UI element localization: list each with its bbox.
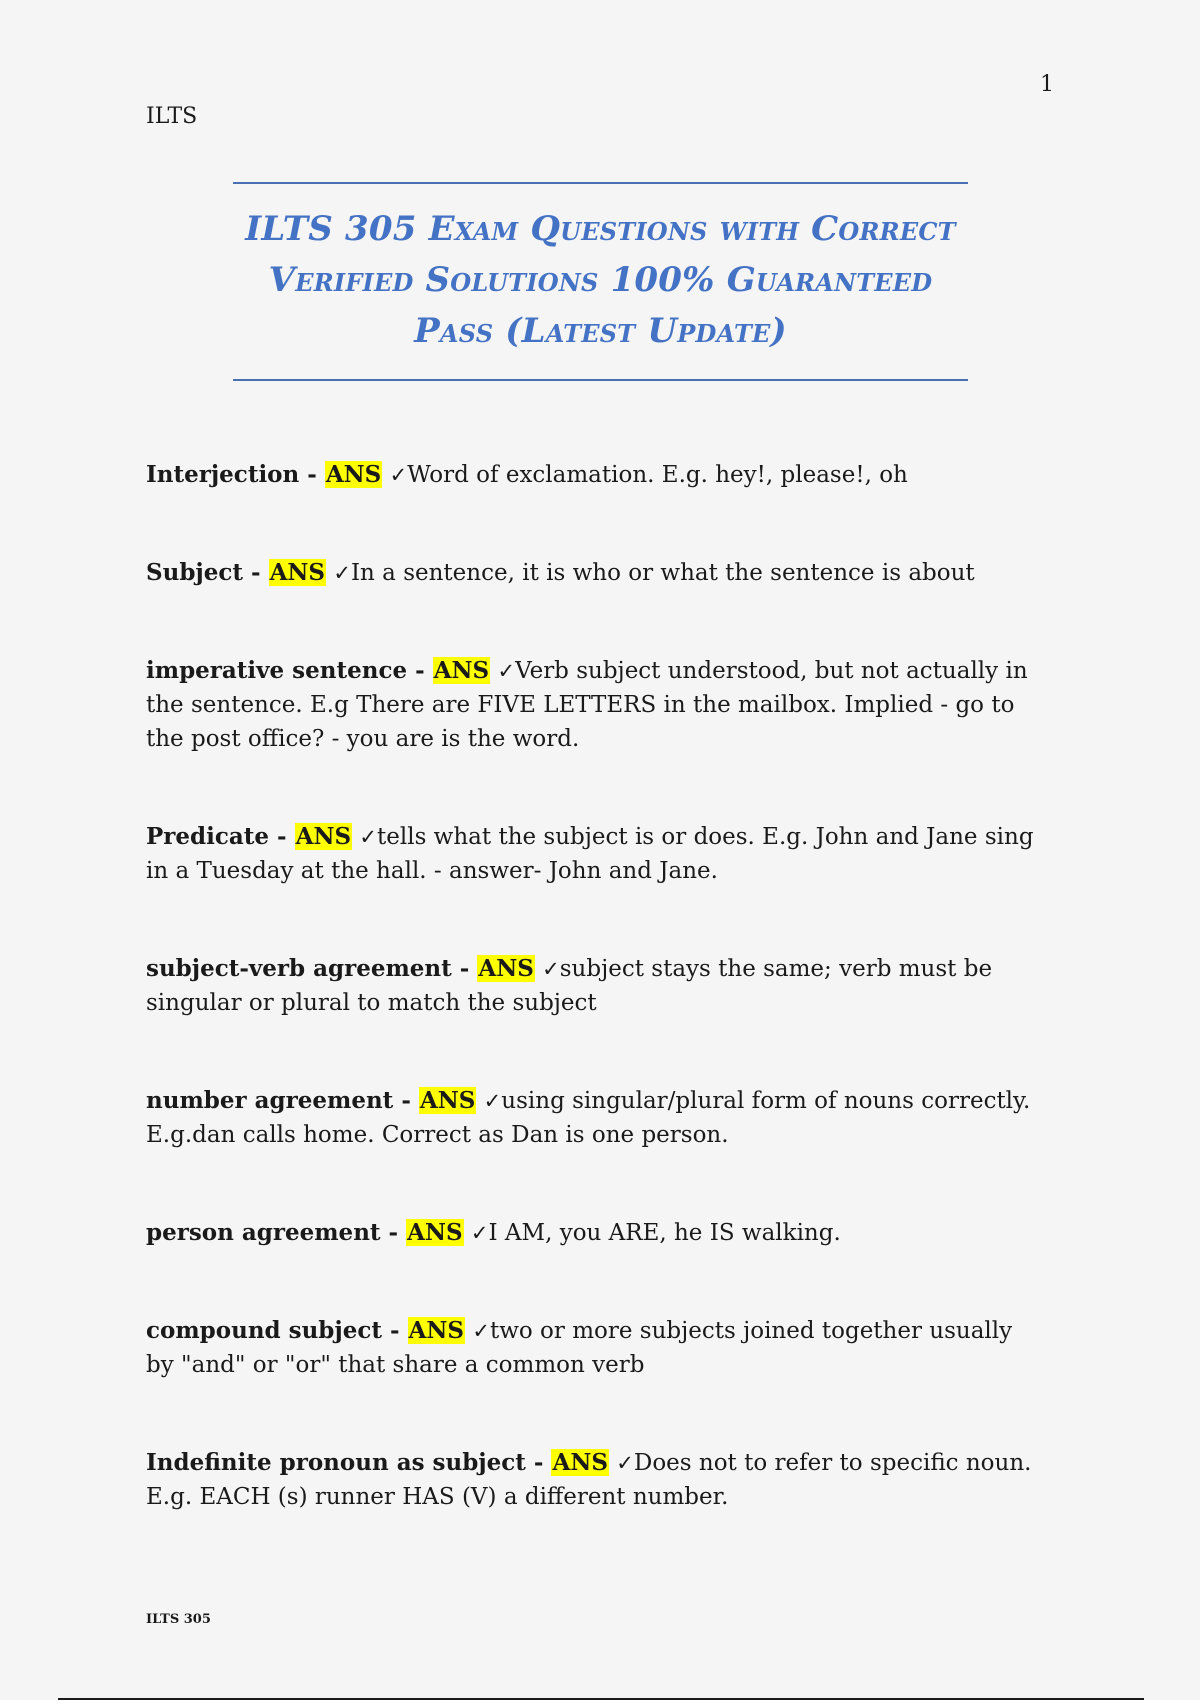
entry-term: Interjection - xyxy=(146,461,325,488)
entry-term: Subject - xyxy=(146,559,269,586)
qa-entry xyxy=(146,952,1046,1020)
check-icon: ✓ xyxy=(542,957,560,981)
document-title xyxy=(233,182,968,381)
entry-definition: I AM, you ARE, he IS walking. xyxy=(488,1220,841,1246)
ans-label: ANS xyxy=(478,955,534,982)
entry-definition: subject stays the same; verb must be singular or plural to match the subject xyxy=(146,956,993,1016)
ans-label: ANS xyxy=(269,559,326,586)
ans-label: ANS xyxy=(325,461,382,488)
qa-entry xyxy=(146,1446,1046,1514)
page-header: ILTS xyxy=(146,104,198,129)
entry-term: number agreement - xyxy=(146,1087,419,1114)
check-icon: ✓ xyxy=(333,561,351,585)
page-footer: ILTS 305 xyxy=(146,1612,211,1627)
qa-entry xyxy=(146,556,1046,590)
ans-label: ANS xyxy=(407,1219,463,1246)
title-line-2: Verified Solutions 100% Guaranteed xyxy=(268,260,933,300)
entry-definition: Does not to refer to specific noun. E.g. EACH (s) runner HAS (V) a different number. xyxy=(146,1450,1032,1510)
qa-entry xyxy=(146,458,1046,492)
ans-label: ANS xyxy=(419,1087,476,1114)
entry-term: person agreement - xyxy=(146,1219,407,1246)
entry-term: Indefinite pronoun as subject - xyxy=(146,1449,552,1476)
entry-term: subject-verb agreement - xyxy=(146,955,478,982)
title-line-3: Pass (Latest Update) xyxy=(414,311,787,351)
check-icon: ✓ xyxy=(359,825,377,849)
entry-definition: using singular/plural form of nouns correctly. E.g.dan calls home. Correct as Dan is one person. xyxy=(146,1088,1031,1148)
qa-entry xyxy=(146,820,1046,888)
qa-entry xyxy=(146,654,1046,756)
check-icon: ✓ xyxy=(497,659,516,683)
entry-definition: Verb subject understood, but not actually in the sentence. E.g There are FIVE LETTERS in the mailbox. Implied - go to the post office? - you are is the word. xyxy=(146,658,1028,752)
page-number: 1 xyxy=(1040,72,1054,97)
entry-term: imperative sentence - xyxy=(146,657,433,684)
ans-label: ANS xyxy=(295,823,352,850)
qa-entry xyxy=(146,1084,1046,1152)
check-icon: ✓ xyxy=(483,1089,502,1113)
entry-definition: tells what the subject is or does. E.g. John and Jane sing in a Tuesday at the hall. - answer- John and Jane. xyxy=(146,824,1034,884)
entry-definition: Word of exclamation. E.g. hey!, please!, oh xyxy=(407,462,908,488)
entry-term: compound subject - xyxy=(146,1317,408,1344)
ans-label: ANS xyxy=(433,657,490,684)
ans-label: ANS xyxy=(408,1317,465,1344)
check-icon: ✓ xyxy=(616,1451,634,1475)
check-icon: ✓ xyxy=(470,1221,489,1245)
ans-label: ANS xyxy=(552,1449,608,1476)
check-icon: ✓ xyxy=(389,463,408,487)
check-icon: ✓ xyxy=(472,1319,490,1343)
qa-entry xyxy=(146,1314,1046,1382)
entry-term: Predicate - xyxy=(146,823,295,850)
qa-entry xyxy=(146,1216,1046,1250)
entry-definition: In a sentence, it is who or what the sentence is about xyxy=(350,560,975,586)
title-line-1: ILTS 305 Exam Questions with Correct xyxy=(245,209,956,249)
entry-definition: two or more subjects joined together usually by "and" or "or" that share a common verb xyxy=(146,1318,1013,1378)
qa-entries xyxy=(146,458,1046,1578)
